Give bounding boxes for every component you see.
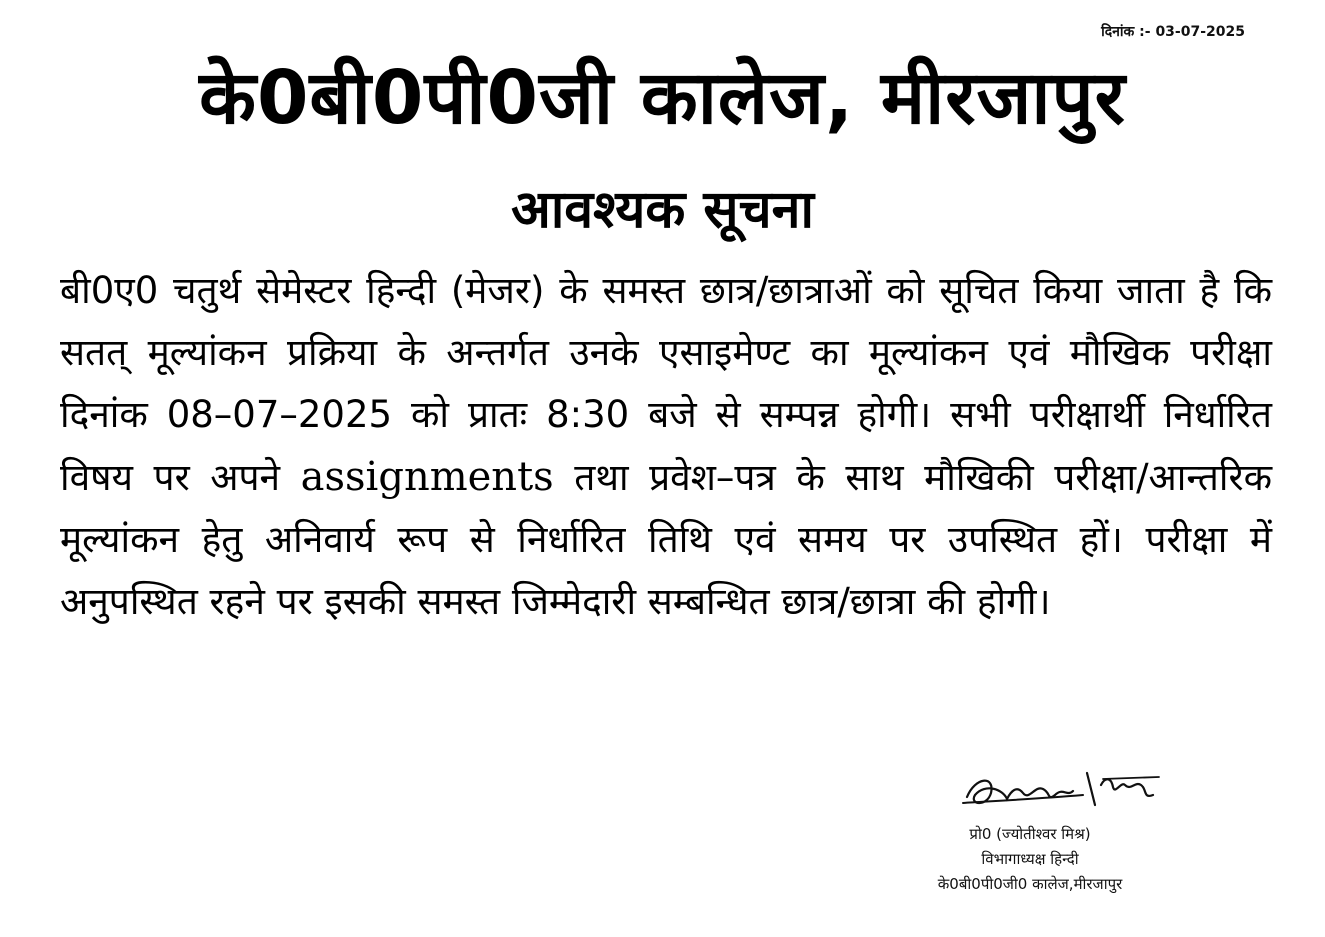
signatory-name: प्रो0 (ज्योतीश्वर मिश्र): [969, 825, 1091, 843]
notice-heading: आवश्यक सूचना: [511, 180, 814, 240]
notice-body-part1: बी0ए0 चतुर्थ सेमेस्टर हिन्दी (मेजर) के समस्त छात्र/छात्राओं को सूचित किया जाता है कि सतत् मूल्यांकन प्रक्रिया के अन्तर्गत उनके एसाइमेण्ट का मूल्यांकन एवं मौखिक परीक्षा दिनांक 08–07–2025 को प्रातः 8:30 बजे से सम्पन्न होगी। सभी परीक्षार्थी निर्धारित विषय पर अपने: [60, 269, 1272, 499]
signatory-block: [880, 822, 1180, 897]
signatory-institution: के0बी0पी0जी0 कालेज,मीरजापुर: [937, 875, 1123, 893]
handwritten-signature: [955, 755, 1175, 825]
notice-body: [60, 260, 1272, 633]
signatory-designation: विभागाध्यक्ष हिन्दी: [981, 850, 1079, 868]
notice-body-part2: तथा प्रवेश–पत्र के साथ मौखिकी परीक्षा/आन्तरिक मूल्यांकन हेतु अनिवार्य रूप से निर्धारित तिथि एवं समय पर उपस्थित हों। परीक्षा में अनुपस्थित रहने पर इसकी समस्त जिम्मेदारी सम्बन्धित छात्र/छात्रा की होगी।: [60, 456, 1272, 623]
notice-body-latin-word: assignments: [300, 454, 554, 500]
college-title: के0बी0पी0जी कालेज, मीरजापुर: [199, 55, 1126, 141]
notice-date: दिनांक :- 03-07-2025: [1101, 24, 1245, 40]
